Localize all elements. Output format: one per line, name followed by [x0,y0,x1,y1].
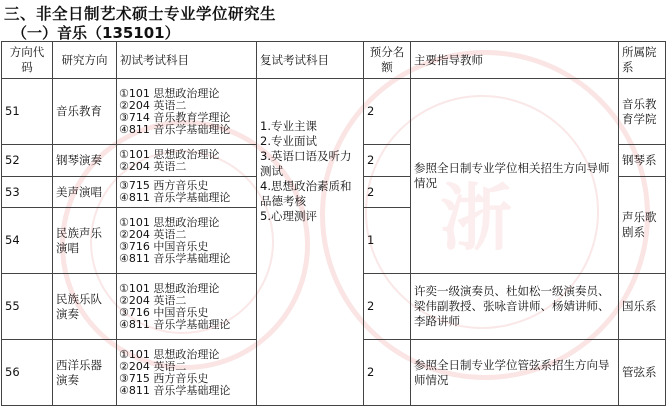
row-quota: 2 [364,79,411,145]
watermark-glyph: 浙 [440,176,513,260]
dept-piano: 钢琴系 [619,145,666,177]
teachers-minzu: 许奕一级演奏员、杜如松一级演奏员、梁伟副教授、张咏音讲师、杨婧讲师、李路讲师 [411,274,619,340]
row-quota: 2 [364,274,411,340]
dept-vocal: 声乐歌剧系 [619,177,666,274]
row-direction: 钢琴演奏 [53,145,117,177]
exam-item: ③715 西方音乐史 [119,371,209,385]
dept-orchestra: 管弦系 [619,340,666,406]
header-direction: 研究方向 [53,42,117,79]
row-direction: 美声演唱 [53,177,117,208]
exam-item: ④811 音乐学基础理论 [119,383,231,397]
exam-item: ③716 中国音乐史 [119,305,209,319]
row-code: 51 [2,79,53,145]
retest-item: 5.心理测评 [260,209,317,223]
retest-cell [257,79,364,406]
row-code: 56 [2,340,53,406]
exam-item: ④811 音乐学基础理论 [119,251,231,265]
admission-table [1,41,666,406]
row-quota: 2 [364,177,411,208]
retest-item: 4.思想政治素质和品德考核 [260,179,352,208]
row-exams [117,145,257,177]
row-code: 55 [2,274,53,340]
row-direction: 西洋乐器演奏 [53,340,117,406]
row-quota: 1 [364,208,411,274]
retest-item: 3.英语口语及听力测试 [260,149,352,178]
subsection-title: （一）音乐（135101） [12,24,180,42]
header-dept: 所属院系 [619,42,666,79]
exam-item: ①101 思想政治理论 [119,215,220,229]
row-direction: 民族声乐演唱 [53,208,117,274]
exam-item: ①101 思想政治理论 [119,347,220,361]
retest-item: 2.专业面试 [260,134,317,148]
exam-item: ①101 思想政治理论 [119,86,220,100]
exam-item: ②204 英语二 [119,227,187,241]
teachers-xiyang: 参照全日制专业学位管弦系招生方向导师情况 [411,340,619,406]
header-retest: 复试考试科目 [257,42,364,79]
header-teachers: 主要指导教师 [411,42,619,79]
exam-item: ④811 音乐学基础理论 [119,122,231,136]
exam-item: ④811 音乐学基础理论 [119,191,231,204]
row-exams [117,274,257,340]
teachers-group1: 参照全日制专业学位相关招生方向导师情况 [411,79,619,274]
section-title: 三、非全日制艺术硕士专业学位研究生 [4,5,277,23]
header-quota: 预分名额 [364,42,411,79]
row-exams [117,208,257,274]
row-quota: 2 [364,145,411,177]
exam-item: ②204 英语二 [119,293,187,307]
exam-item: ①101 思想政治理论 [119,147,220,161]
row-exams [117,340,257,406]
exam-item: ③714 音乐教育学理论 [119,110,231,124]
row-direction: 音乐教育 [53,79,117,145]
row-direction: 民族乐队演奏 [53,274,117,340]
retest-item: 1.专业主课 [260,119,317,133]
dept-folk: 国乐系 [619,274,666,340]
table-row [2,79,666,145]
header-prelim: 初试考试科目 [117,42,257,79]
exam-item: ④811 音乐学基础理论 [119,317,231,331]
header-code: 方向代码 [2,42,53,79]
dept-music-education: 音乐教育学院 [619,79,666,145]
row-code: 54 [2,208,53,274]
exam-item: ②204 英语二 [119,159,187,173]
exam-item: ③716 中国音乐史 [119,239,209,253]
row-code: 53 [2,177,53,208]
exam-item: ②204 英语二 [119,359,187,373]
row-code: 52 [2,145,53,177]
exam-item: ②204 英语二 [119,98,187,112]
exam-item: ③715 西方音乐史 [119,179,209,192]
row-quota: 2 [364,340,411,406]
header-row [2,42,666,79]
row-exams [117,79,257,145]
row-exams [117,177,257,208]
exam-item: ①101 思想政治理论 [119,281,220,295]
